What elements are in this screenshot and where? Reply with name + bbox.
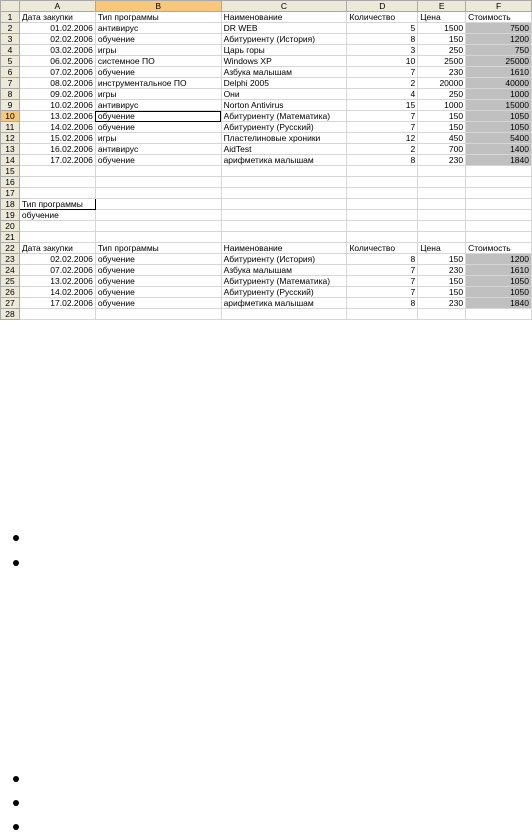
cell-f22[interactable]: Стоимость: [466, 243, 532, 254]
cell-e21[interactable]: [418, 232, 466, 243]
row-header[interactable]: 17: [1, 188, 20, 199]
column-header-d[interactable]: D: [347, 1, 418, 12]
cell-b16[interactable]: [95, 177, 221, 188]
cell-b4[interactable]: игры: [95, 45, 221, 56]
cell-e8[interactable]: 250: [418, 89, 466, 100]
table-row: [1, 243, 532, 254]
cell-b13[interactable]: антивирус: [95, 144, 221, 155]
row-header[interactable]: 10: [1, 111, 20, 122]
cell-b15[interactable]: [95, 166, 221, 177]
cell-f9[interactable]: 15000: [466, 100, 532, 111]
cell-b23[interactable]: обучение: [95, 254, 221, 265]
cell-b27[interactable]: обучение: [95, 298, 221, 309]
cell-a1[interactable]: Дата закупки: [19, 12, 95, 23]
cell-c6[interactable]: Азбука малышам: [221, 67, 347, 78]
bullet-icon: [13, 824, 19, 830]
table-row: [1, 276, 532, 287]
row-header[interactable]: 21: [1, 232, 20, 243]
cell-f19[interactable]: [466, 210, 532, 221]
cell-d12[interactable]: 12: [347, 133, 418, 144]
cell-a18[interactable]: Тип программы: [19, 199, 95, 210]
table-row: [1, 12, 532, 23]
cell-d22[interactable]: Количество: [347, 243, 418, 254]
table-row: [1, 265, 532, 276]
cell-e13[interactable]: 700: [418, 144, 466, 155]
cell-d11[interactable]: 7: [347, 122, 418, 133]
column-header-c[interactable]: C: [221, 1, 347, 12]
cell-b9[interactable]: антивирус: [95, 100, 221, 111]
cell-c26[interactable]: Абитуриенту (Русский): [221, 287, 347, 298]
cell-a8[interactable]: 09.02.2006: [19, 89, 95, 100]
row-header[interactable]: 14: [1, 155, 20, 166]
cell-a23[interactable]: 02.02.2006: [19, 254, 95, 265]
row-header[interactable]: 19: [1, 210, 20, 221]
cell-d27[interactable]: 8: [347, 298, 418, 309]
cell-e6[interactable]: 230: [418, 67, 466, 78]
cell-d24[interactable]: 7: [347, 265, 418, 276]
cell-d21[interactable]: [347, 232, 418, 243]
cell-c2[interactable]: DR WEB: [221, 23, 347, 34]
bullet-icon: [13, 776, 19, 782]
cell-b22[interactable]: Тип программы: [95, 243, 221, 254]
cell-c18[interactable]: [221, 199, 347, 210]
cell-b12[interactable]: игры: [95, 133, 221, 144]
table-row: [1, 221, 532, 232]
cell-e2[interactable]: 1500: [418, 23, 466, 34]
cell-b20[interactable]: [95, 221, 221, 232]
cell-b24[interactable]: обучение: [95, 265, 221, 276]
table-row: [1, 298, 532, 309]
cell-c20[interactable]: [221, 221, 347, 232]
cell-a24[interactable]: 07.02.2006: [19, 265, 95, 276]
row-header[interactable]: 13: [1, 144, 20, 155]
cell-b1[interactable]: Тип программы: [95, 12, 221, 23]
cell-c7[interactable]: Delphi 2005: [221, 78, 347, 89]
cell-c28[interactable]: [221, 309, 347, 320]
table-row: [1, 78, 532, 89]
row-header[interactable]: 26: [1, 287, 20, 298]
cell-c8[interactable]: Они: [221, 89, 347, 100]
row-header[interactable]: 23: [1, 254, 20, 265]
cell-e17[interactable]: [418, 188, 466, 199]
table-row: [1, 133, 532, 144]
cell-f20[interactable]: [466, 221, 532, 232]
cell-d1[interactable]: Количество: [347, 12, 418, 23]
cell-a12[interactable]: 15.02.2006: [19, 133, 95, 144]
table-row: [1, 23, 532, 34]
cell-d20[interactable]: [347, 221, 418, 232]
column-header-b[interactable]: B: [95, 1, 221, 12]
cell-d19[interactable]: [347, 210, 418, 221]
cell-a14[interactable]: 17.02.2006: [19, 155, 95, 166]
row-header[interactable]: 1: [1, 12, 20, 23]
cell-c17[interactable]: [221, 188, 347, 199]
cell-d4[interactable]: 3: [347, 45, 418, 56]
cell-e16[interactable]: [418, 177, 466, 188]
cell-e4[interactable]: 250: [418, 45, 466, 56]
row-header[interactable]: 24: [1, 265, 20, 276]
row-header[interactable]: 3: [1, 34, 20, 45]
cell-b11[interactable]: обучение: [95, 122, 221, 133]
cell-d25[interactable]: 7: [347, 276, 418, 287]
cell-e25[interactable]: 150: [418, 276, 466, 287]
cell-d2[interactable]: 5: [347, 23, 418, 34]
cell-f25[interactable]: 1050: [466, 276, 532, 287]
cell-b28[interactable]: [95, 309, 221, 320]
cell-d26[interactable]: 7: [347, 287, 418, 298]
cell-c24[interactable]: Азбука малышам: [221, 265, 347, 276]
row-header[interactable]: 12: [1, 133, 20, 144]
cell-e15[interactable]: [418, 166, 466, 177]
cell-f27[interactable]: 1840: [466, 298, 532, 309]
cell-f13[interactable]: 1400: [466, 144, 532, 155]
cell-d16[interactable]: [347, 177, 418, 188]
bullet-icon: [13, 800, 19, 806]
cell-c14[interactable]: арифметика малышам: [221, 155, 347, 166]
cell-f11[interactable]: 1050: [466, 122, 532, 133]
cell-a19[interactable]: обучение: [19, 210, 95, 221]
row-header[interactable]: 2: [1, 23, 20, 34]
cell-c16[interactable]: [221, 177, 347, 188]
table-row: [1, 89, 532, 100]
cell-b21[interactable]: [95, 232, 221, 243]
cell-d3[interactable]: 8: [347, 34, 418, 45]
cell-d17[interactable]: [347, 188, 418, 199]
cell-d7[interactable]: 2: [347, 78, 418, 89]
cell-a10[interactable]: 13.02.2006: [19, 111, 95, 122]
cell-c19[interactable]: [221, 210, 347, 221]
cell-a15[interactable]: [19, 166, 95, 177]
cell-b7[interactable]: инструментальное ПО: [95, 78, 221, 89]
cell-e19[interactable]: [418, 210, 466, 221]
cell-e20[interactable]: [418, 221, 466, 232]
cell-c11[interactable]: Абитуриенту (Русский): [221, 122, 347, 133]
cell-c15[interactable]: [221, 166, 347, 177]
table-row: [1, 67, 532, 78]
cell-f1[interactable]: Стоимость: [466, 12, 532, 23]
cell-f7[interactable]: 40000: [466, 78, 532, 89]
cell-d10[interactable]: 7: [347, 111, 418, 122]
select-all-corner[interactable]: [1, 1, 20, 12]
cell-c4[interactable]: Царь горы: [221, 45, 347, 56]
cell-a9[interactable]: 10.02.2006: [19, 100, 95, 111]
cell-a6[interactable]: 07.02.2006: [19, 67, 95, 78]
cell-f3[interactable]: 1200: [466, 34, 532, 45]
cell-b5[interactable]: системное ПО: [95, 56, 221, 67]
cell-e26[interactable]: 150: [418, 287, 466, 298]
cell-a13[interactable]: 16.02.2006: [19, 144, 95, 155]
cell-d18[interactable]: [347, 199, 418, 210]
cell-a5[interactable]: 06.02.2006: [19, 56, 95, 67]
row-header[interactable]: 8: [1, 89, 20, 100]
cell-b3[interactable]: обучение: [95, 34, 221, 45]
cell-e22[interactable]: Цена: [418, 243, 466, 254]
cell-d13[interactable]: 2: [347, 144, 418, 155]
table-row: [1, 100, 532, 111]
row-header[interactable]: 22: [1, 243, 20, 254]
cell-d5[interactable]: 10: [347, 56, 418, 67]
spreadsheet-grid[interactable]: [0, 0, 532, 320]
table-row: [1, 188, 532, 199]
cell-e12[interactable]: 450: [418, 133, 466, 144]
cell-f4[interactable]: 750: [466, 45, 532, 56]
cell-c1[interactable]: Наименование: [221, 12, 347, 23]
table-row: [1, 254, 532, 265]
cell-e28[interactable]: [418, 309, 466, 320]
cell-e11[interactable]: 150: [418, 122, 466, 133]
cell-a21[interactable]: [19, 232, 95, 243]
row-header[interactable]: 7: [1, 78, 20, 89]
cell-d23[interactable]: 8: [347, 254, 418, 265]
cell-e14[interactable]: 230: [418, 155, 466, 166]
cell-a2[interactable]: 01.02.2006: [19, 23, 95, 34]
cell-e5[interactable]: 2500: [418, 56, 466, 67]
cell-a17[interactable]: [19, 188, 95, 199]
cell-f26[interactable]: 1050: [466, 287, 532, 298]
row-header[interactable]: 5: [1, 56, 20, 67]
cell-f6[interactable]: 1610: [466, 67, 532, 78]
bullet-icon: [13, 535, 19, 541]
column-header-a[interactable]: A: [19, 1, 95, 12]
cell-f18[interactable]: [466, 199, 532, 210]
table-row: [1, 144, 532, 155]
cell-e18[interactable]: [418, 199, 466, 210]
cell-d15[interactable]: [347, 166, 418, 177]
column-header-f[interactable]: F: [466, 1, 532, 12]
cell-d28[interactable]: [347, 309, 418, 320]
table-row: [1, 122, 532, 133]
cell-a28[interactable]: [19, 309, 95, 320]
cell-a25[interactable]: 13.02.2006: [19, 276, 95, 287]
cell-f21[interactable]: [466, 232, 532, 243]
cell-b8[interactable]: игры: [95, 89, 221, 100]
cell-a27[interactable]: 17.02.2006: [19, 298, 95, 309]
cell-f16[interactable]: [466, 177, 532, 188]
cell-a3[interactable]: 02.02.2006: [19, 34, 95, 45]
row-header[interactable]: 4: [1, 45, 20, 56]
cell-b10[interactable]: обучение: [95, 111, 221, 122]
cell-f10[interactable]: 1050: [466, 111, 532, 122]
cell-b6[interactable]: обучение: [95, 67, 221, 78]
table-row: [1, 309, 532, 320]
table-row: [1, 199, 532, 210]
cell-e9[interactable]: 1000: [418, 100, 466, 111]
row-header[interactable]: 25: [1, 276, 20, 287]
row-header[interactable]: 28: [1, 309, 20, 320]
cell-d8[interactable]: 4: [347, 89, 418, 100]
cell-f2[interactable]: 7500: [466, 23, 532, 34]
cell-f5[interactable]: 25000: [466, 56, 532, 67]
cell-d14[interactable]: 8: [347, 155, 418, 166]
cell-c13[interactable]: AidTest: [221, 144, 347, 155]
cell-c12[interactable]: Пластелиновые хроники: [221, 133, 347, 144]
cell-c22[interactable]: Наименование: [221, 243, 347, 254]
cell-b18[interactable]: [95, 199, 221, 210]
bullet-icon: [13, 560, 19, 566]
row-header[interactable]: 11: [1, 122, 20, 133]
cell-e7[interactable]: 20000: [418, 78, 466, 89]
cell-b19[interactable]: [95, 210, 221, 221]
cell-c27[interactable]: арифметика малышам: [221, 298, 347, 309]
cell-c5[interactable]: Windows XP: [221, 56, 347, 67]
row-header[interactable]: 6: [1, 67, 20, 78]
row-header[interactable]: 9: [1, 100, 20, 111]
table-row: [1, 155, 532, 166]
table-row: [1, 166, 532, 177]
cell-f8[interactable]: 1000: [466, 89, 532, 100]
table-row: [1, 177, 532, 188]
cell-e27[interactable]: 230: [418, 298, 466, 309]
cell-f15[interactable]: [466, 166, 532, 177]
table-row: [1, 210, 532, 221]
row-header[interactable]: 20: [1, 221, 20, 232]
cell-e3[interactable]: 150: [418, 34, 466, 45]
cell-b25[interactable]: обучение: [95, 276, 221, 287]
cell-c23[interactable]: Абитуриенту (История): [221, 254, 347, 265]
table-row: [1, 232, 532, 243]
cell-e10[interactable]: 150: [418, 111, 466, 122]
cell-e23[interactable]: 150: [418, 254, 466, 265]
cell-c21[interactable]: [221, 232, 347, 243]
column-header-e[interactable]: E: [418, 1, 466, 12]
cell-a16[interactable]: [19, 177, 95, 188]
cell-e24[interactable]: 230: [418, 265, 466, 276]
cell-a7[interactable]: 08.02.2006: [19, 78, 95, 89]
cell-a11[interactable]: 14.02.2006: [19, 122, 95, 133]
cell-a20[interactable]: [19, 221, 95, 232]
cell-c10[interactable]: Абитуриенту (Математика): [221, 111, 347, 122]
table-row: [1, 287, 532, 298]
table-row: [1, 56, 532, 67]
cell-b14[interactable]: обучение: [95, 155, 221, 166]
cell-b2[interactable]: антивирус: [95, 23, 221, 34]
cell-f17[interactable]: [466, 188, 532, 199]
cell-f24[interactable]: 1610: [466, 265, 532, 276]
cell-f23[interactable]: 1200: [466, 254, 532, 265]
cell-c3[interactable]: Абитуриенту (История): [221, 34, 347, 45]
cell-a26[interactable]: 14.02.2006: [19, 287, 95, 298]
table-row: [1, 111, 532, 122]
cell-e1[interactable]: Цена: [418, 12, 466, 23]
cell-f14[interactable]: 1840: [466, 155, 532, 166]
cell-d9[interactable]: 15: [347, 100, 418, 111]
table-row: [1, 45, 532, 56]
cell-d6[interactable]: 7: [347, 67, 418, 78]
cell-a4[interactable]: 03.02.2006: [19, 45, 95, 56]
cell-c9[interactable]: Norton Antivirus: [221, 100, 347, 111]
cell-a22[interactable]: Дата закупки: [19, 243, 95, 254]
table-row: [1, 34, 532, 45]
cell-f28[interactable]: [466, 309, 532, 320]
cell-f12[interactable]: 5400: [466, 133, 532, 144]
cell-b26[interactable]: обучение: [95, 287, 221, 298]
row-header[interactable]: 18: [1, 199, 20, 210]
row-header[interactable]: 27: [1, 298, 20, 309]
row-header[interactable]: 15: [1, 166, 20, 177]
row-header[interactable]: 16: [1, 177, 20, 188]
cell-b17[interactable]: [95, 188, 221, 199]
cell-c25[interactable]: Абитуриенту (Математика): [221, 276, 347, 287]
